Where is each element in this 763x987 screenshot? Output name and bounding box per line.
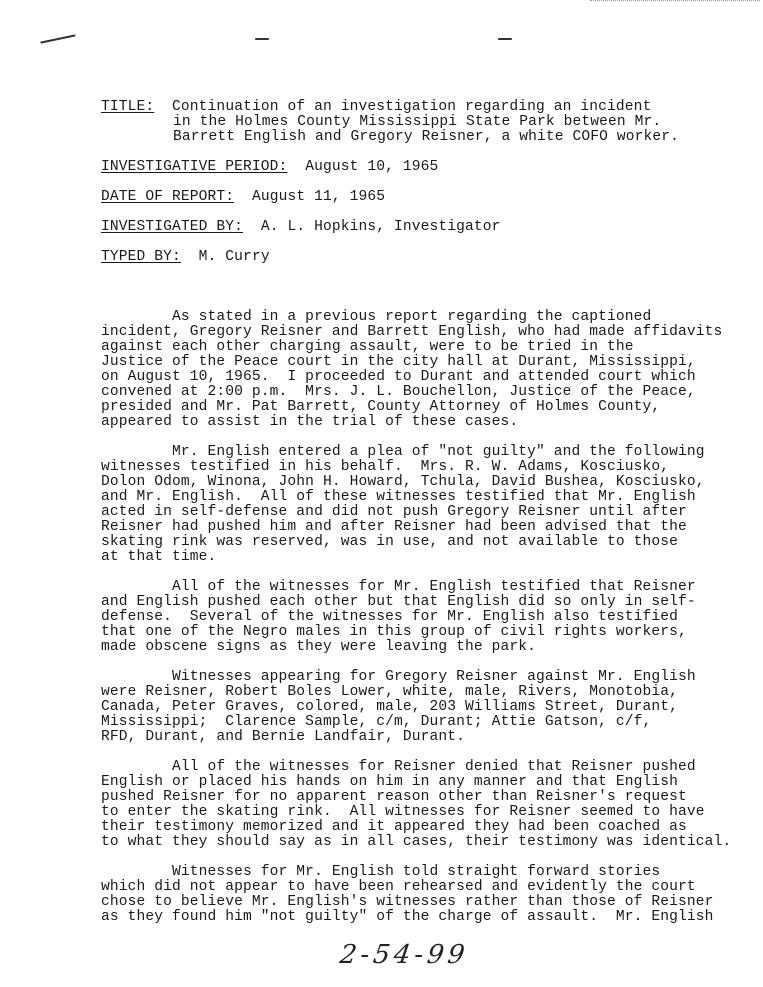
body-line: Canada, Peter Graves, colored, male, 203 Williams Street, Durant, [101,699,679,715]
typist-row [101,250,270,265]
body-line: chose to believe Mr. English's witnesses rather than those of Reisner [101,894,714,910]
body-line: All of the witnesses for Mr. English testified that Reisner [101,579,696,595]
typist-label: TYPED BY: [101,249,181,265]
body-line: that one of the Negro males in this group of civil rights workers, [101,624,687,640]
body-line: Witnesses appearing for Gregory Reisner against Mr. English [101,669,696,685]
body-line: Mr. English entered a plea of "not guilty" and the following [101,444,705,460]
body-line: which did not appear to have been rehearsed and evidently the court [101,879,696,895]
title-row-1 [101,100,651,115]
top-edge-dots [590,0,760,2]
body-line: All of the witnesses for Reisner denied that Reisner pushed [101,759,696,775]
period-row [101,160,438,175]
body-line: were Reisner, Robert Boles Lower, white, male, Rivers, Monotobia, [101,684,679,700]
body-line: Reisner had pushed him and after Reisner had been advised that the [101,519,687,535]
scan-mark [40,34,76,43]
body-line: presided and Mr. Pat Barrett, County Attorney of Holmes County, [101,399,661,415]
body-line: witnesses testified in his behalf. Mrs. R. W. Adams, Kosciusko, [101,459,670,475]
body-line: Dolon Odom, Winona, John H. Howard, Tchula, David Bushea, Kosciusko, [101,474,705,490]
body-line: on August 10, 1965. I proceeded to Durant and attended court which [101,369,696,385]
body-line: their testimony memorized and it appeared they had been coached as [101,819,687,835]
body-line: appeared to assist in the trial of these cases. [101,414,519,430]
investigator-row [101,220,501,235]
date-value: August 11, 1965 [251,189,386,205]
title-label: TITLE: [101,99,155,115]
handwritten-file-number: 2-54-99 [337,940,471,970]
body-line: As stated in a previous report regarding the captioned [101,309,652,325]
title-text-line-2: in the Holmes County Mississippi State Park between Mr. [173,114,662,130]
body-line: Justice of the Peace court in the city hall at Durant, Mississippi, [101,354,696,370]
body-line: English or placed his hands on him in any manner and that English [101,774,679,790]
investigator-value: A. L. Hopkins, Investigator [260,219,501,235]
punch-mark-right [498,38,512,40]
body-line: to enter the skating rink. All witnesses for Reisner seemed to have [101,804,705,820]
title-text-line-3: Barrett English and Gregory Reisner, a white COFO worker. [173,129,680,145]
investigator-label: INVESTIGATED BY: [101,219,244,235]
body-line: skating rink was reserved, was in use, and not available to those [101,534,679,550]
body-line: RFD, Durant, and Bernie Landfair, Durant. [101,729,465,745]
title-text-line-1: Continuation of an investigation regarding an incident [172,99,652,115]
body-line: at that time. [101,549,217,565]
period-label: INVESTIGATIVE PERIOD: [101,159,288,175]
body-line: to what they should say as in all cases, their testimony was identical. [101,834,732,850]
body-line: and English pushed each other but that English did so only in self- [101,594,696,610]
body-line: incident, Gregory Reisner and Barrett English, who had made affidavits [101,324,723,340]
date-row [101,190,385,205]
body-line: defense. Several of the witnesses for Mr. English also testified [101,609,679,625]
typist-value: M. Curry [198,249,270,265]
body-line: acted in self-defense and did not push Gregory Reisner until after [101,504,687,520]
period-value: August 10, 1965 [305,159,439,175]
body-line: convened at 2:00 p.m. Mrs. J. L. Bouchellon, Justice of the Peace, [101,384,696,400]
body-line: against each other charging assault, were to be tried in the [101,339,634,355]
body-line: Witnesses for Mr. English told straight forward stories [101,864,661,880]
body-line: Mississippi; Clarence Sample, c/m, Durant; Attie Gatson, c/f, [101,714,652,730]
body-line: as they found him "not guilty" of the charge of assault. Mr. English [101,909,714,925]
body-line: pushed Reisner for no apparent reason other than Reisner's request [101,789,687,805]
body-line: made obscene signs as they were leaving the park. [101,639,537,655]
punch-mark-left [255,38,269,40]
body-line: and Mr. English. All of these witnesses testified that Mr. English [101,489,696,505]
date-label: DATE OF REPORT: [101,189,235,205]
